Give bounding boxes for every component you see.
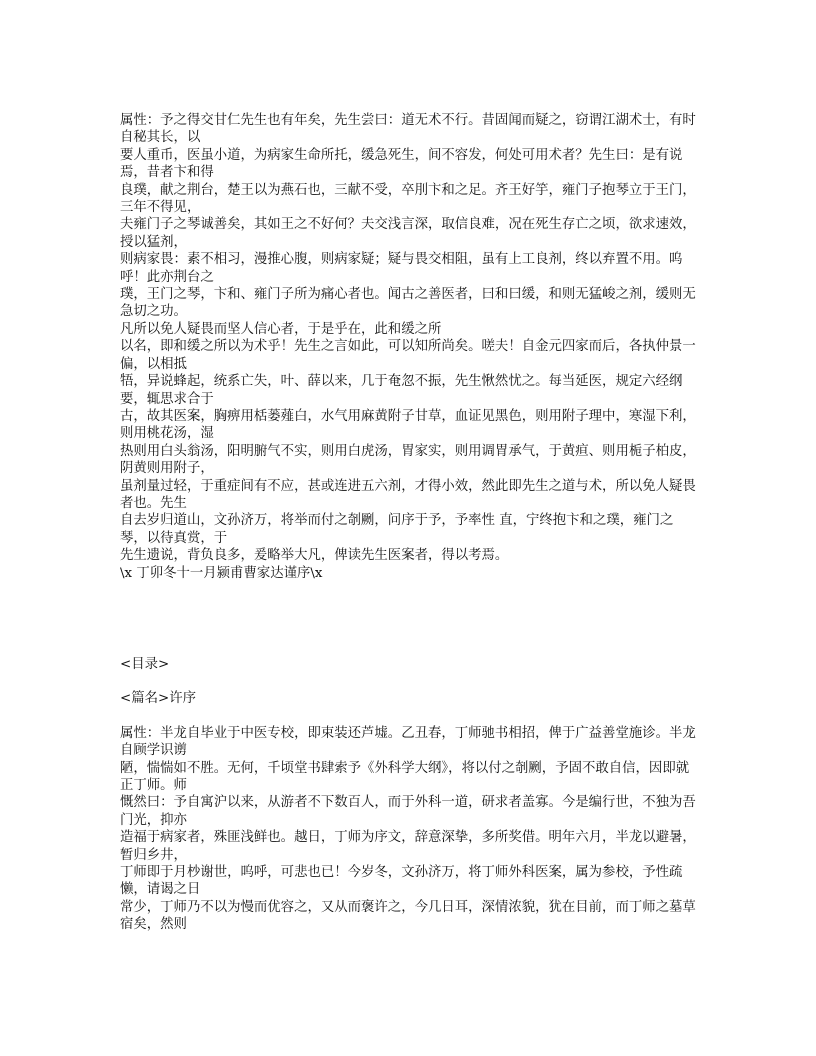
xu-line: 陋，惴惴如不胜。无何，千顷堂书肆索予《外科学大纲》，将以付之剞劂，予固不敢自信，因即就正丁师。师 [120,760,690,793]
preface-line: 热则用白头翁汤，阳明腑气不实，则用白虎汤，胃家实，则用调胃承气，于黄疸、则用栀子柏皮，阴黄则用附子， [120,443,696,477]
preface-line: 璞，王门之琴，卞和、雍门子所为痛心者也。闻古之善医者，曰和曰缓，和则无猛峻之剂，缓则无急切之功。 [120,287,696,320]
preface-line: 先生遗说，背负良多，爰略举大凡，俾读先生医案者，得以考焉。 [120,548,509,564]
preface-line: 凡所以免人疑畏而坚人信心者，于是乎在，此和缓之所 [120,321,442,337]
xu-line: 慨然曰：予自寓沪以来，从游者不下数百人，而于外科一道，研求者盖寡。今是编行世，不独为吾门光，抑亦 [120,795,696,828]
document-page [120,112,700,934]
section-spacer [120,673,700,690]
xu-line: 属性：半龙自毕业于中医专校，即束装还芦墟。乙丑春，丁师驰书相招，俾于广益善堂施诊。半龙自顾学识谫 [120,725,696,759]
preface-signature: \x 丁卯冬十一月颍甫曹家达谨序\x [120,565,323,581]
section-spacer [120,582,700,656]
xu-line: 造福于病家者，殊匪浅鲜也。越日，丁师为序文，辞意深挚，多所奖借。明年六月，半龙以避暑，暂归乡井， [120,830,696,863]
preface-line: 要人重币，医虽小道，为病家生命所托，缓急死生，间不容发，何处可用术者？先生曰：是有说焉，昔者卞和得 [120,147,683,181]
preface-line: 夫雍门子之琴诚善矣，其如王之不好何？夫交浅言深，取信良难，况在死生存亡之顷，欲求速效，授以猛剂， [120,217,696,250]
chapter-title: <篇名>许序 [120,691,197,707]
toc-label: <目录> [120,656,170,672]
section-spacer [120,708,700,725]
xu-preface-section [120,725,700,934]
xu-line: 丁师即于月杪谢世，呜呼，可悲也已！今岁冬，文孙济万，将丁师外科医案，属为参校，予性疏懒，请谒之日 [120,865,683,898]
preface-line: 则病家畏：素不相习，漫推心腹，则病家疑；疑与畏交相阻，虽有上工良剂，终以弃置不用。呜呼！此亦荆台之 [120,252,683,285]
preface-line: 虽剂量过轻，于重症间有不应，甚或连进五六剂，才得小效，然此即先生之道与术，所以免人疑畏者也。先生 [120,478,696,511]
xu-line: 常少，丁师乃不以为慢而优容之，又从而褒许之，今几日耳，深情浓貌，犹在目前，而丁师之墓草宿矣，然则 [120,899,696,933]
preface-line: 以名，即和缓之所以为术乎！先生之言如此，可以知所尚矣。嗟夫！自金元四家而后，各执仲景一偏，以相抵 [120,339,696,372]
preface-line: 牾，异说蜂起，统系亡失，叶、薛以来，几于奄忽不振，先生愀然忧之。每当延医，规定六经纲要，辄思求合于 [120,374,683,407]
preface-line: 自去岁归道山，文孙济万，将举而付之剞劂，问序于予，予率性 直，宁终抱卞和之璞，雍门之琴，以待真赏，于 [120,513,674,546]
preface-line: 古，故其医案，胸痹用栝蒌薤白，水气用麻黄附子甘草，血证见黑色，则用附子理中，寒湿下利，则用桃花汤，湿 [120,408,696,442]
preface-section [120,112,700,582]
preface-line: 良璞，献之荆台，楚王以为燕石也，三献不受，卒刖卞和之足。齐王好竽，雍门子抱琴立于王门，三年不得见， [120,182,696,216]
preface-line: 属性：予之得交甘仁先生也有年矣，先生尝曰：道无术不行。昔固闻而疑之，窃谓江湖术士，有时自秘其长，以 [120,113,696,146]
